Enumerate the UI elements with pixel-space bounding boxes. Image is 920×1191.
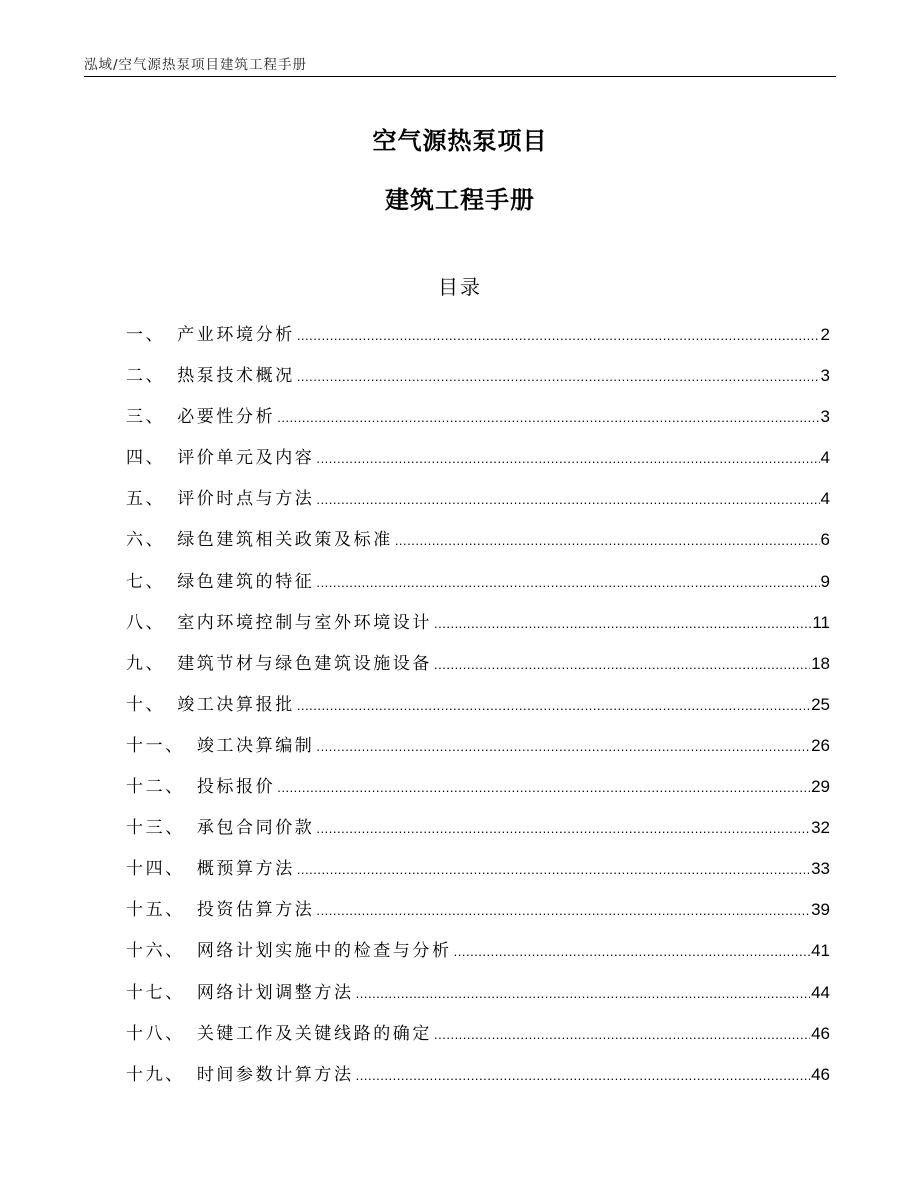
- toc-entry[interactable]: [126, 978, 830, 1019]
- toc-dot-leader: [297, 862, 810, 877]
- toc-dot-leader: [297, 328, 820, 343]
- toc-dot-leader: [454, 944, 810, 959]
- toc-dot-leader: [434, 616, 811, 631]
- toc-entry-number: 四、: [126, 448, 166, 469]
- toc-entry-page: 11: [812, 612, 830, 632]
- toc-entry-number: 二、: [126, 366, 166, 387]
- toc-entry-title: 绿色建筑的特征: [177, 571, 315, 592]
- toc-entry-title: 产业环境分析: [177, 325, 295, 345]
- toc-entry-number: 十四、: [126, 859, 185, 880]
- toc-dot-leader: [434, 657, 810, 672]
- toc-entry-page: 2: [820, 325, 830, 344]
- toc-entry-number: 十三、: [126, 818, 185, 839]
- toc-entry-page: 29: [811, 777, 830, 797]
- toc-entry-number: 三、: [126, 407, 166, 428]
- running-header: 泓域/空气源热泵项目建筑工程手册: [84, 57, 308, 73]
- toc-entry-title: 评价时点与方法: [177, 489, 315, 510]
- toc-entry-page: 3: [820, 366, 830, 386]
- toc-entry-number: 十九、: [126, 1064, 185, 1085]
- header-rule: [84, 76, 836, 77]
- toc-entry[interactable]: [126, 772, 830, 813]
- toc-entry-title: 概预算方法: [196, 859, 295, 880]
- toc-dot-leader: [316, 492, 819, 507]
- toc-entry-title: 评价单元及内容: [177, 448, 315, 469]
- toc-entry-number: 六、: [126, 530, 166, 551]
- toc-dot-leader: [316, 821, 810, 836]
- table-of-contents: [126, 320, 830, 1101]
- toc-dot-leader: [395, 533, 820, 548]
- toc-dot-leader: [277, 780, 810, 795]
- toc-entry-number: 十一、: [126, 735, 185, 756]
- toc-dot-leader: [356, 1068, 810, 1083]
- toc-entry-page: 18: [811, 653, 830, 673]
- toc-entry[interactable]: [126, 731, 830, 772]
- toc-entry-title: 网络计划实施中的检查与分析: [196, 941, 452, 962]
- toc-heading: 目录: [438, 275, 482, 299]
- toc-entry-page: 25: [811, 694, 830, 714]
- toc-dot-leader: [297, 369, 820, 384]
- toc-entry-title: 热泵技术概况: [177, 366, 295, 387]
- toc-entry-number: 十八、: [126, 1023, 185, 1044]
- toc-dot-leader: [297, 698, 810, 713]
- toc-dot-leader: [316, 451, 819, 466]
- toc-entry[interactable]: [126, 936, 830, 977]
- toc-entry[interactable]: [126, 649, 830, 690]
- toc-entry-title: 必要性分析: [177, 407, 276, 428]
- toc-entry[interactable]: [126, 443, 830, 484]
- toc-entry-number: 一、: [126, 325, 166, 345]
- toc-entry[interactable]: [126, 690, 830, 731]
- toc-entry-page: 39: [811, 900, 830, 920]
- toc-dot-leader: [277, 410, 819, 425]
- toc-entry-title: 时间参数计算方法: [196, 1064, 354, 1085]
- toc-entry-page: 26: [811, 735, 830, 755]
- toc-entry-number: 七、: [126, 571, 166, 592]
- toc-entry[interactable]: [126, 854, 830, 895]
- toc-entry-page: 9: [820, 571, 830, 591]
- toc-entry-title: 承包合同价款: [196, 818, 315, 839]
- document-title-line2: 建筑工程手册: [385, 186, 535, 214]
- toc-entry-number: 十七、: [126, 982, 185, 1003]
- toc-entry-page: 44: [811, 982, 830, 1002]
- toc-entry-number: 十二、: [126, 777, 185, 798]
- toc-entry-number: 十、: [126, 694, 166, 715]
- toc-entry-number: 九、: [126, 653, 166, 674]
- toc-entry[interactable]: [126, 1019, 830, 1060]
- toc-dot-leader: [316, 575, 819, 590]
- toc-entry-title: 竣工决算报批: [177, 694, 295, 715]
- toc-entry[interactable]: [126, 525, 830, 566]
- toc-entry-title: 建筑节材与绿色建筑设施设备: [177, 653, 433, 674]
- toc-entry-number: 十六、: [126, 941, 185, 962]
- toc-entry-page: 46: [811, 1064, 830, 1084]
- toc-entry-page: 3: [820, 407, 830, 427]
- toc-entry-number: 五、: [126, 489, 166, 510]
- toc-dot-leader: [434, 1027, 810, 1042]
- toc-entry-page: 4: [820, 448, 830, 468]
- toc-entry-page: 33: [811, 859, 830, 879]
- toc-entry-title: 竣工决算编制: [196, 735, 315, 756]
- toc-entry[interactable]: [126, 484, 830, 525]
- toc-entry-title: 网络计划调整方法: [196, 982, 354, 1003]
- toc-entry[interactable]: [126, 895, 830, 936]
- toc-entry-title: 投资估算方法: [196, 900, 315, 921]
- toc-entry-number: 八、: [126, 612, 166, 633]
- toc-entry-title: 室内环境控制与室外环境设计: [177, 612, 433, 633]
- toc-entry-page: 41: [811, 941, 830, 961]
- toc-dot-leader: [316, 903, 810, 918]
- document-title-line1: 空气源热泵项目: [372, 127, 548, 155]
- toc-entry[interactable]: [126, 567, 830, 608]
- toc-entry-page: 6: [820, 530, 830, 550]
- toc-entry-page: 32: [811, 818, 830, 838]
- toc-dot-leader: [356, 986, 810, 1001]
- toc-entry-title: 投标报价: [196, 777, 276, 798]
- toc-entry[interactable]: [126, 1060, 830, 1101]
- toc-entry-page: 4: [820, 489, 830, 509]
- toc-entry[interactable]: [126, 361, 830, 402]
- toc-entry-title: 关键工作及关键线路的确定: [196, 1023, 433, 1044]
- toc-dot-leader: [316, 739, 810, 754]
- toc-entry[interactable]: [126, 320, 830, 361]
- toc-entry-title: 绿色建筑相关政策及标准: [177, 530, 393, 551]
- toc-entry-page: 46: [811, 1023, 830, 1043]
- toc-entry[interactable]: [126, 608, 830, 649]
- toc-entry[interactable]: [126, 402, 830, 443]
- toc-entry[interactable]: [126, 813, 830, 854]
- toc-entry-number: 十五、: [126, 900, 185, 921]
